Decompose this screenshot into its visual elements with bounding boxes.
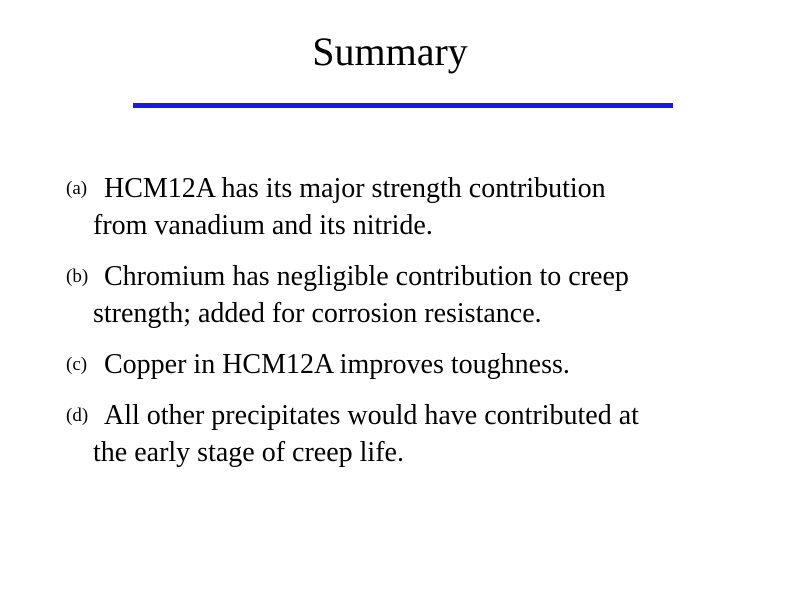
item-text-line: strength; added for corrosion resistance.	[93, 298, 542, 329]
item-text-line: HCM12A has its major strength contribution	[104, 173, 606, 204]
item-marker: (d)	[66, 405, 89, 426]
item-text-line: Copper in HCM12A improves toughness.	[104, 349, 570, 380]
item-text-line: the early stage of creep life.	[93, 437, 404, 468]
item-marker: (c)	[66, 354, 88, 375]
slide-title: Summary	[312, 29, 468, 74]
item-marker: (b)	[66, 266, 89, 287]
item-text-line: Chromium has negligible contribution to creep	[104, 261, 629, 292]
summary-list	[66, 170, 766, 485]
item-text-line: All other precipitates would have contributed at	[104, 400, 639, 431]
summary-item-d	[66, 397, 766, 471]
summary-item-a	[66, 170, 766, 244]
title-underline	[133, 103, 673, 108]
summary-item-c	[66, 346, 766, 383]
item-marker: (a)	[66, 178, 88, 199]
item-text-line: from vanadium and its nitride.	[93, 210, 433, 241]
summary-item-b	[66, 258, 766, 332]
